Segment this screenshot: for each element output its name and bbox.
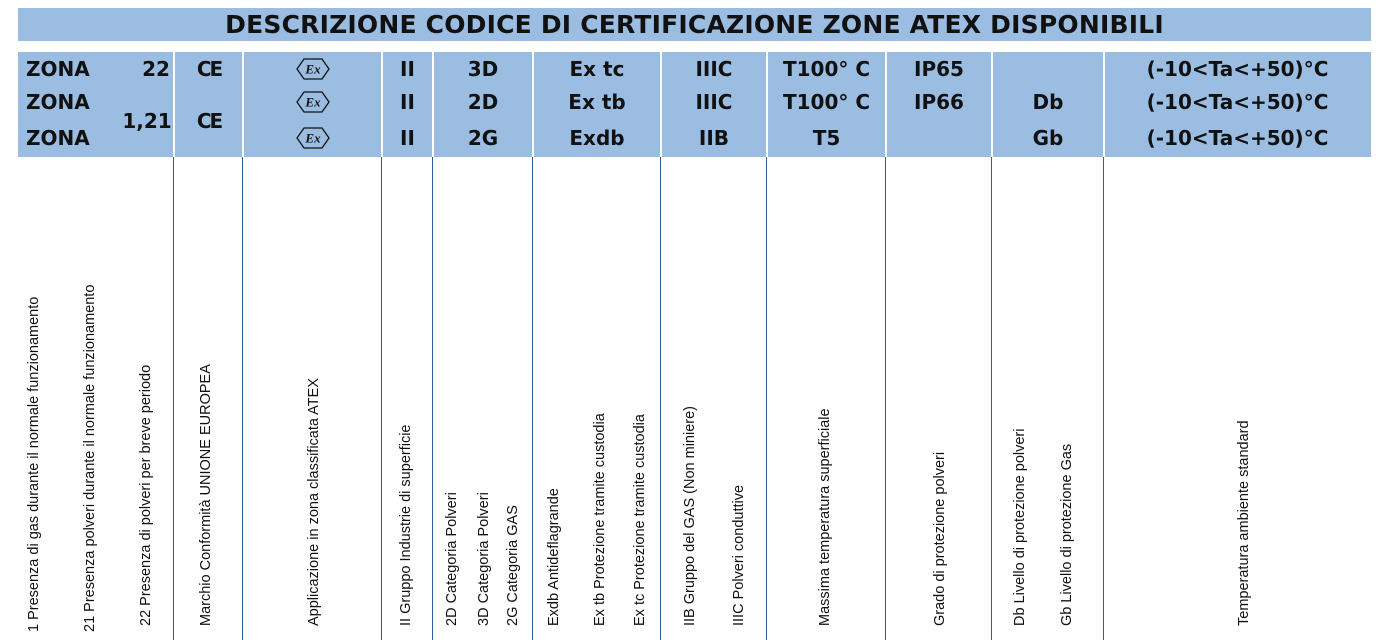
divider: [1103, 157, 1104, 640]
ip-rating: [886, 123, 992, 153]
category: 3D: [467, 56, 499, 81]
atex-rows-zone-1-21: [18, 85, 1371, 157]
legend-zone-1: 1 Presenza di gas durante il normale funzionamento: [26, 296, 42, 632]
protection-level: Db: [1032, 90, 1064, 114]
divider: [885, 157, 886, 640]
divider: [991, 157, 992, 640]
ce-mark-icon: CE: [196, 109, 222, 133]
category: 2D: [467, 90, 499, 114]
max-temperature: T5: [812, 126, 841, 150]
equipment-group: II: [400, 56, 415, 81]
ambient-temperature: (-10<Ta<+50)°C: [1146, 126, 1329, 150]
ex-hexagon-icon: [243, 52, 382, 85]
divider: [432, 157, 433, 640]
legend-extc: Ex tc Protezione tramite custodia: [632, 414, 648, 626]
legend-exdb: Exdb Antideflagrande: [546, 488, 562, 626]
legend-atex: Applicazione in zona classificata ATEX: [306, 378, 322, 626]
svg-text:Ex: Ex: [304, 61, 321, 76]
ambient-temperature: (-10<Ta<+50)°C: [1146, 56, 1329, 81]
divider: [173, 157, 174, 640]
atex-row-zone-22: [18, 52, 1371, 85]
legend-cat-2g: 2G Categoria GAS: [505, 505, 521, 626]
legend-iiic: IIIC Polveri conduttive: [731, 484, 747, 626]
category: 2G: [467, 126, 499, 150]
protection-type: Exdb: [569, 126, 625, 150]
divider: [660, 157, 661, 640]
gas-group: IIIC: [695, 56, 733, 81]
divider: [381, 157, 382, 640]
equipment-group: II: [400, 90, 415, 114]
equipment-group: II: [400, 126, 415, 150]
legend-cat-2d: 2D Categoria Polveri: [444, 492, 460, 626]
protection-type: Ex tb: [568, 90, 626, 114]
ambient-temperature: (-10<Ta<+50)°C: [1146, 90, 1329, 114]
ex-hexagon-icon: [243, 123, 382, 153]
protection-type: Ex tc: [569, 56, 625, 81]
legend-cat-3d: 3D Categoria Polveri: [476, 492, 492, 626]
max-temperature: T100° C: [782, 90, 871, 114]
divider: [532, 157, 533, 640]
page-title: DESCRIZIONE CODICE DI CERTIFICAZIONE ZONE ATEX DISPONIBILI: [18, 8, 1371, 41]
divider: [242, 157, 243, 640]
legend-group-ii: II Gruppo Industrie di superficie: [398, 424, 414, 626]
gas-group: IIB: [698, 126, 730, 150]
zone-label: ZONA: [26, 56, 90, 81]
ce-mark-icon: CE: [196, 56, 222, 81]
legend-ip-rating: Grado di protezione polveri: [932, 451, 948, 626]
legend-gb: Gb Livello di protezione Gas: [1059, 443, 1075, 626]
svg-text:Ex: Ex: [304, 130, 321, 146]
legend-max-temperature: Massima temperatura superficiale: [817, 408, 833, 626]
ip-rating: IP66: [914, 90, 964, 114]
ip-rating: IP65: [914, 56, 964, 81]
legend-extb: Ex tb Protezione tramite custodia: [592, 413, 608, 626]
zone-label: ZONA: [26, 90, 90, 114]
legend-ambient-temperature: Temperatura ambiente standard: [1236, 420, 1252, 626]
legend-zone-22: 22 Presenza di polveri per breve periodo: [138, 364, 154, 626]
protection-level: [992, 52, 1104, 85]
legend-db: Db Livello di protezione polveri: [1012, 428, 1028, 626]
gas-group: IIIC: [695, 90, 733, 114]
legend-ce-mark: Marchio Conformità UNIONE EUROPEA: [198, 364, 214, 626]
zone-number: 22: [142, 56, 170, 81]
protection-level: Gb: [1032, 126, 1064, 150]
ex-hexagon-icon: [243, 87, 382, 117]
legend-zone-21: 21 Presenza polveri durante il normale funzionamento: [82, 284, 98, 632]
zone-number: 1,21: [122, 109, 172, 133]
max-temperature: T100° C: [782, 56, 871, 81]
svg-text:Ex: Ex: [304, 94, 321, 110]
zone-label: ZONA: [26, 126, 90, 150]
divider: [766, 157, 767, 640]
legend-iib: IIB Gruppo del GAS (Non miniere): [682, 405, 698, 626]
